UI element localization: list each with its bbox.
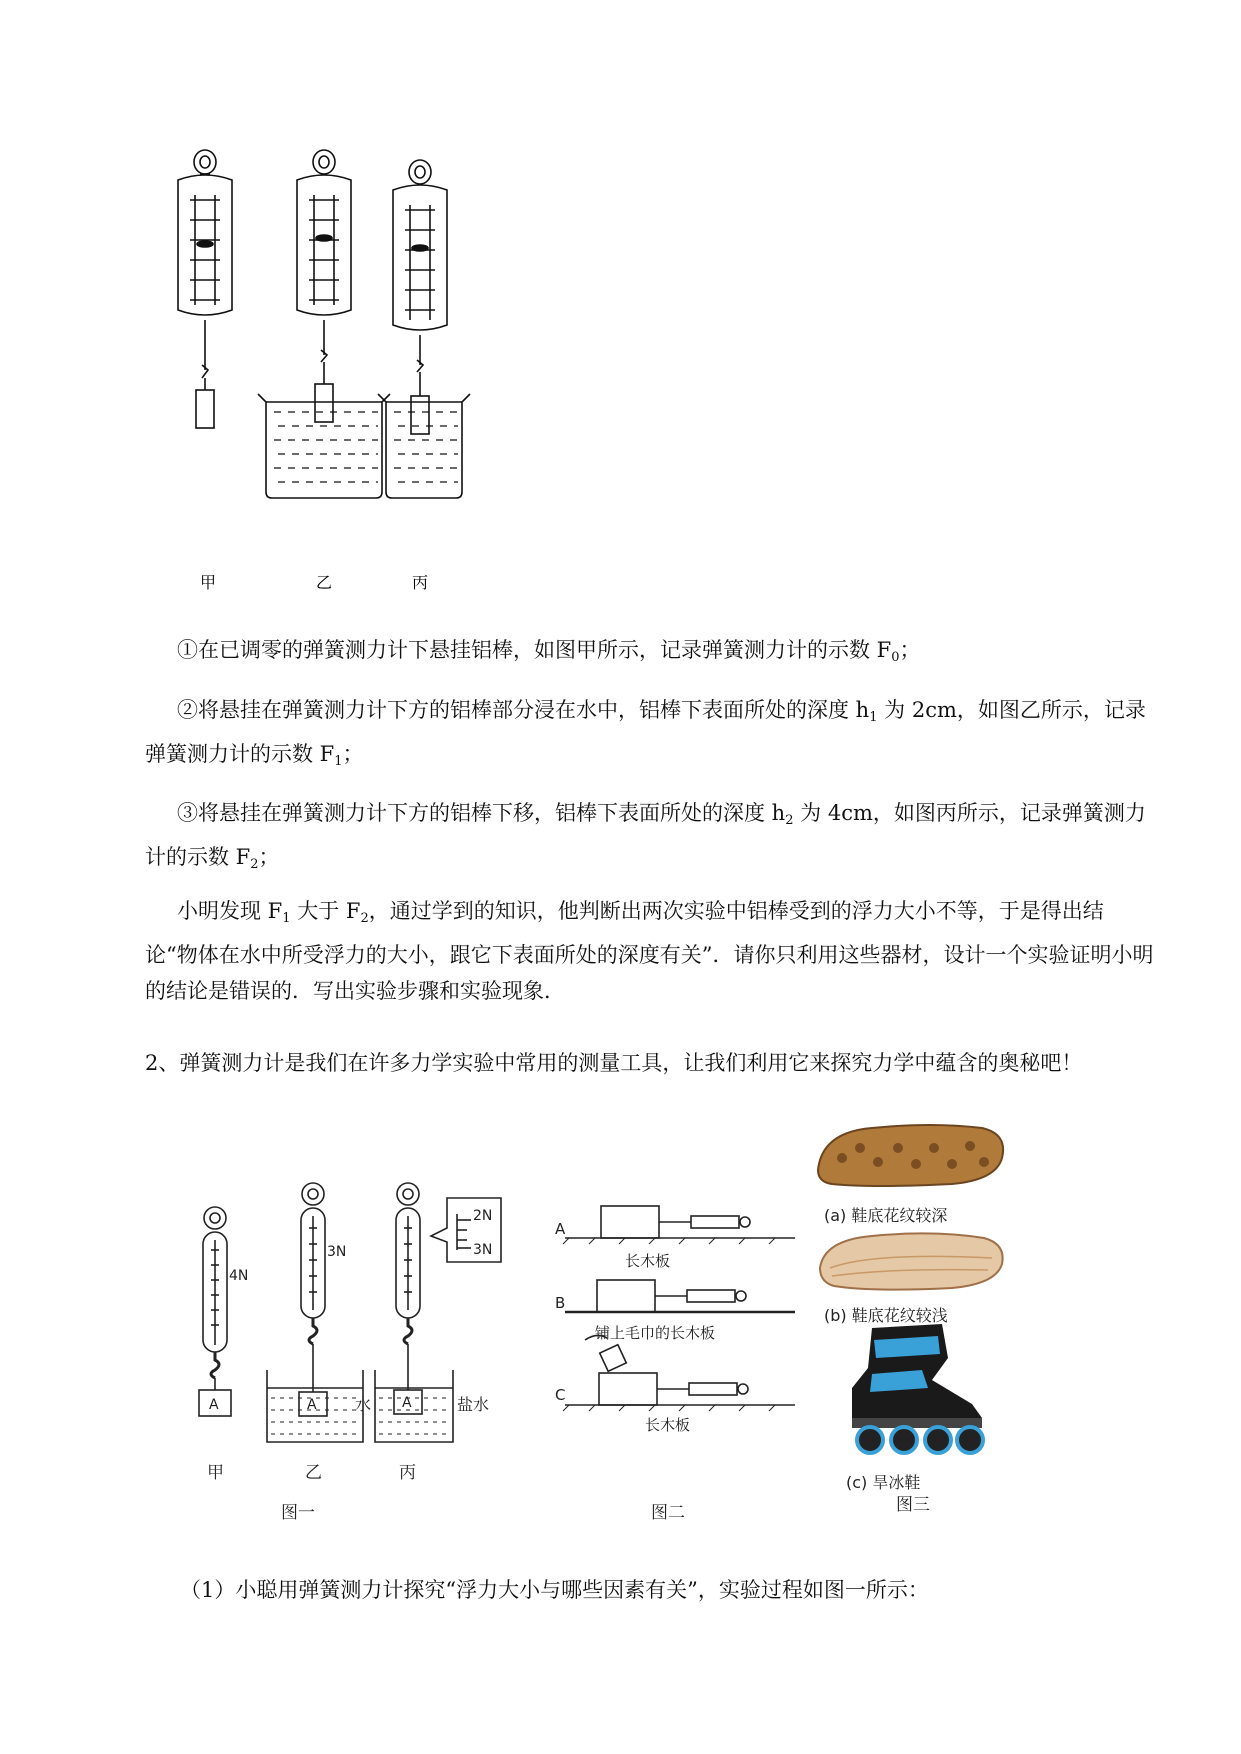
step-1-text: ①在已调零的弹簧测力计下悬挂铝棒，如图甲所示，记录弹簧测力计的示数 $F_0$； [177, 638, 921, 665]
figure-two-caption: 图二 [651, 1503, 685, 1520]
row-label-c: 长木板 [645, 1416, 691, 1434]
block-label-bing: A [402, 1395, 412, 1411]
inline-skate-image [852, 1324, 983, 1453]
spring-scale-jia [178, 150, 232, 428]
reading-zoom-bottom: 3N [473, 1242, 493, 1258]
row-label-b: 铺上毛巾的长木板 [595, 1324, 716, 1342]
question-2-intro: 2、弹簧测力计是我们在许多力学实验中常用的测量工具，让我们利用它来探究力学中蕴含的奥秘吧！ [145, 1051, 1083, 1075]
row-letter-b: B [555, 1294, 566, 1312]
reading-jia: 4N [229, 1268, 249, 1284]
figure-three-caption: 图三 [896, 1495, 930, 1515]
spring-scale-bing [378, 160, 470, 498]
row-letter-a: A [555, 1220, 566, 1238]
figure-label-bing: 丙 [412, 573, 429, 592]
step-3-text: ③将悬挂在弹簧测力计下方的铝棒下移，铝棒下表面所处的深度 $h_2$ 为 4cm，如图丙所示，记录弹簧测力计的示数 $F_2$； [145, 801, 1146, 872]
row-label-a: 长木板 [625, 1252, 671, 1270]
question-2-part-1: （1）小聪用弹簧测力计探究“浮力大小与哪些因素有关”，实验过程如图一所示： [180, 1578, 929, 1602]
figure-label-jia: 甲 [200, 573, 217, 592]
spring-scale-figure-1 [150, 140, 510, 600]
step-2-text: ②将悬挂在弹簧测力计下方的铝棒部分浸在水中，铝棒下表面所处的深度 $h_1$ 为 2cm，如图乙所示，记录弹簧测力计的示数 $F_1$； [145, 698, 1146, 769]
figure-one-label-bing: 丙 [399, 1463, 416, 1483]
figure-one-caption: 图一 [281, 1503, 315, 1520]
conclusion-text: 小明发现 $F_1$ 大于 $F_2$，通过学到的知识，他判断出两次实验中铝棒受到的浮力大小不等，于是得出结论“物体在水中所受浮力的大小，跟它下表面所处的深度有关”．请你只利用这些器材，设计一个实验证明小明的结论是错误的．写出实验步骤和实验现象． [145, 899, 1154, 1003]
block-label-yi: A [307, 1397, 317, 1413]
figure-label-yi: 乙 [316, 573, 333, 592]
shoe-caption-b: (b) 鞋底花纹较浅 [824, 1306, 948, 1325]
spring-scale-yi [258, 150, 390, 498]
figure-one-label-jia: 甲 [207, 1463, 224, 1483]
shoe-sole-shallow [820, 1233, 1003, 1289]
block-label-jia: A [209, 1397, 219, 1413]
shoe-sole-deep [818, 1125, 1003, 1186]
figure-three-shoes [812, 1118, 1012, 1518]
row-letter-c: C [555, 1386, 566, 1404]
liquid-saltwater-label: 盐水 [457, 1395, 490, 1414]
reading-zoom-top: 2N [473, 1208, 493, 1224]
figure-two-friction [555, 1190, 805, 1520]
shoe-caption-a: (a) 鞋底花纹较深 [824, 1206, 948, 1225]
reading-yi: 3N [327, 1244, 347, 1260]
figure-one-buoyancy [185, 1180, 545, 1520]
liquid-water-label: 水 [355, 1395, 372, 1414]
skate-caption: (c) 旱冰鞋 [846, 1473, 921, 1492]
figure-one-label-yi: 乙 [305, 1463, 322, 1483]
